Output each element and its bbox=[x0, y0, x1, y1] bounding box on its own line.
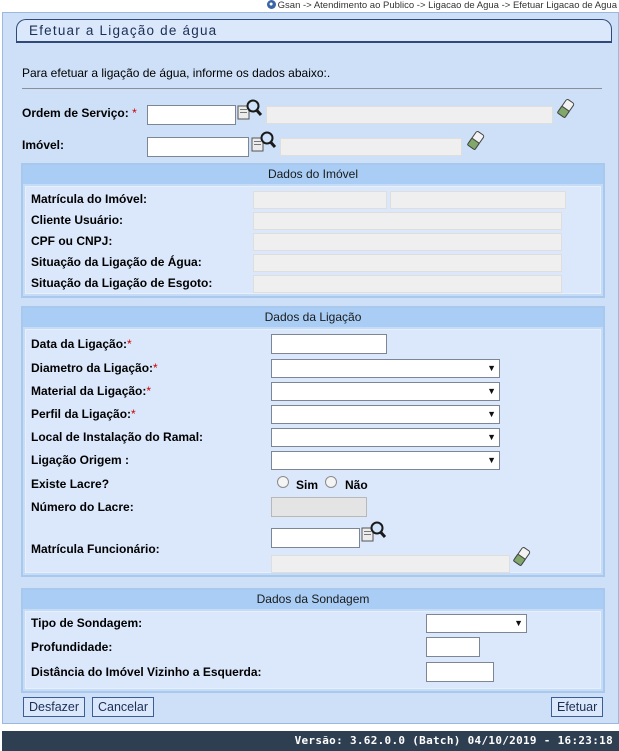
material-select[interactable] bbox=[271, 382, 500, 401]
intro-text: Para efetuar a ligação de água, informe os dados abaixo:. bbox=[22, 66, 331, 80]
dados-sondagem-section bbox=[21, 588, 605, 693]
perfil-label-text: Perfil da Ligação: bbox=[31, 407, 132, 421]
breadcrumb-text[interactable]: Gsan -> Atendimento ao Publico -> Ligacao de Agua -> Efetuar Ligacao de Agua bbox=[277, 0, 617, 11]
matricula-funcionario-input[interactable] bbox=[271, 528, 360, 548]
material-label bbox=[31, 384, 151, 398]
situacao-agua-label: Situação da Ligação de Água: bbox=[31, 255, 202, 269]
chevron-down-icon: ▼ bbox=[487, 409, 496, 419]
ordem-servico-input[interactable] bbox=[147, 105, 236, 125]
required-mark: * bbox=[132, 106, 137, 120]
lacre-sim-radio[interactable] bbox=[277, 476, 289, 488]
dados-imovel-title: Dados do Imóvel bbox=[23, 165, 603, 184]
chevron-down-icon: ▼ bbox=[487, 363, 496, 373]
imovel-input[interactable] bbox=[147, 137, 249, 157]
matricula-imovel-label: Matrícula do Imóvel: bbox=[31, 192, 148, 206]
cpf-cnpj-label: CPF ou CNPJ: bbox=[31, 234, 113, 248]
distancia-vizinho-input[interactable] bbox=[426, 662, 494, 682]
dados-imovel-body bbox=[25, 186, 601, 294]
situacao-esgoto-value bbox=[253, 275, 562, 293]
search-icon[interactable] bbox=[251, 130, 277, 154]
local-instalacao-label: Local de Instalação do Ramal: bbox=[31, 430, 204, 444]
data-ligacao-label bbox=[31, 337, 132, 351]
required-mark: * bbox=[127, 337, 132, 351]
dados-ligacao-body bbox=[25, 329, 601, 573]
cliente-usuario-label: Cliente Usuário: bbox=[31, 213, 124, 227]
matricula-funcionario-description bbox=[271, 555, 510, 573]
dados-ligacao-section bbox=[21, 306, 605, 577]
profundidade-label: Profundidade: bbox=[31, 640, 113, 654]
lacre-sim-label: Sim bbox=[296, 478, 319, 492]
dados-sondagem-body bbox=[25, 611, 601, 689]
perfil-select[interactable] bbox=[271, 405, 500, 424]
matricula-funcionario-label: Matrícula Funcionário: bbox=[31, 542, 160, 556]
eraser-icon[interactable] bbox=[466, 130, 486, 152]
dados-sondagem-title: Dados da Sondagem bbox=[23, 590, 603, 609]
lacre-nao-label: Não bbox=[345, 478, 368, 492]
matricula-imovel-value bbox=[253, 191, 387, 209]
divider bbox=[22, 88, 602, 89]
main-panel bbox=[2, 12, 619, 724]
distancia-vizinho-label: Distância do Imóvel Vizinho a Esquerda: bbox=[31, 665, 262, 679]
dados-imovel-section bbox=[21, 163, 605, 298]
chevron-down-icon: ▼ bbox=[487, 432, 496, 442]
cpf-cnpj-value bbox=[253, 233, 562, 251]
perfil-label bbox=[31, 407, 136, 421]
search-icon[interactable] bbox=[237, 98, 263, 122]
required-mark: * bbox=[153, 361, 158, 375]
ligacao-origem-label: Ligação Origem : bbox=[31, 453, 130, 467]
cliente-usuario-value bbox=[253, 212, 562, 230]
breadcrumb bbox=[0, 0, 619, 11]
home-icon[interactable]: ● bbox=[267, 0, 276, 9]
diametro-select[interactable] bbox=[271, 359, 500, 378]
diametro-label bbox=[31, 361, 158, 375]
matricula-imovel-value-2 bbox=[390, 191, 566, 209]
situacao-esgoto-label: Situação da Ligação de Esgoto: bbox=[31, 276, 213, 290]
tipo-sondagem-select[interactable] bbox=[426, 614, 527, 633]
diametro-label-text: Diametro da Ligação: bbox=[31, 361, 154, 375]
eraser-icon[interactable] bbox=[556, 98, 576, 120]
situacao-agua-value bbox=[253, 254, 562, 272]
required-mark: * bbox=[146, 384, 152, 398]
chevron-down-icon: ▼ bbox=[487, 386, 496, 396]
chevron-down-icon: ▼ bbox=[487, 455, 496, 465]
required-mark: * bbox=[131, 407, 136, 421]
efetuar-button[interactable]: Efetuar bbox=[551, 697, 603, 717]
profundidade-input[interactable] bbox=[426, 637, 480, 657]
numero-lacre-label: Número do Lacre: bbox=[31, 500, 134, 514]
version-footer: Versão: 3.62.0.0 (Batch) 04/10/2019 - 16:23:18 bbox=[2, 731, 619, 751]
ordem-servico-label bbox=[22, 106, 137, 120]
chevron-down-icon: ▼ bbox=[514, 618, 523, 628]
search-icon[interactable] bbox=[361, 520, 387, 544]
material-label-text: Material da Ligação: bbox=[31, 384, 147, 398]
lacre-nao-radio[interactable] bbox=[325, 476, 337, 488]
data-ligacao-label-text: Data da Ligação: bbox=[31, 337, 128, 351]
page-title: Efetuar a Ligação de água bbox=[16, 19, 612, 43]
ordem-servico-description bbox=[266, 106, 553, 124]
imovel-description bbox=[280, 138, 462, 156]
ordem-servico-label-text: Ordem de Serviço: bbox=[22, 106, 129, 120]
dados-ligacao-title: Dados da Ligação bbox=[23, 308, 603, 327]
existe-lacre-label: Existe Lacre? bbox=[31, 477, 110, 491]
eraser-icon[interactable] bbox=[512, 546, 532, 568]
ligacao-origem-select[interactable] bbox=[271, 451, 500, 470]
imovel-label: Imóvel: bbox=[22, 138, 65, 152]
local-instalacao-select[interactable] bbox=[271, 428, 500, 447]
numero-lacre-input[interactable] bbox=[271, 497, 367, 517]
cancelar-button[interactable]: Cancelar bbox=[92, 697, 154, 717]
tipo-sondagem-label: Tipo de Sondagem: bbox=[31, 616, 143, 630]
data-ligacao-input[interactable] bbox=[271, 334, 387, 354]
desfazer-button[interactable]: Desfazer bbox=[23, 697, 85, 717]
